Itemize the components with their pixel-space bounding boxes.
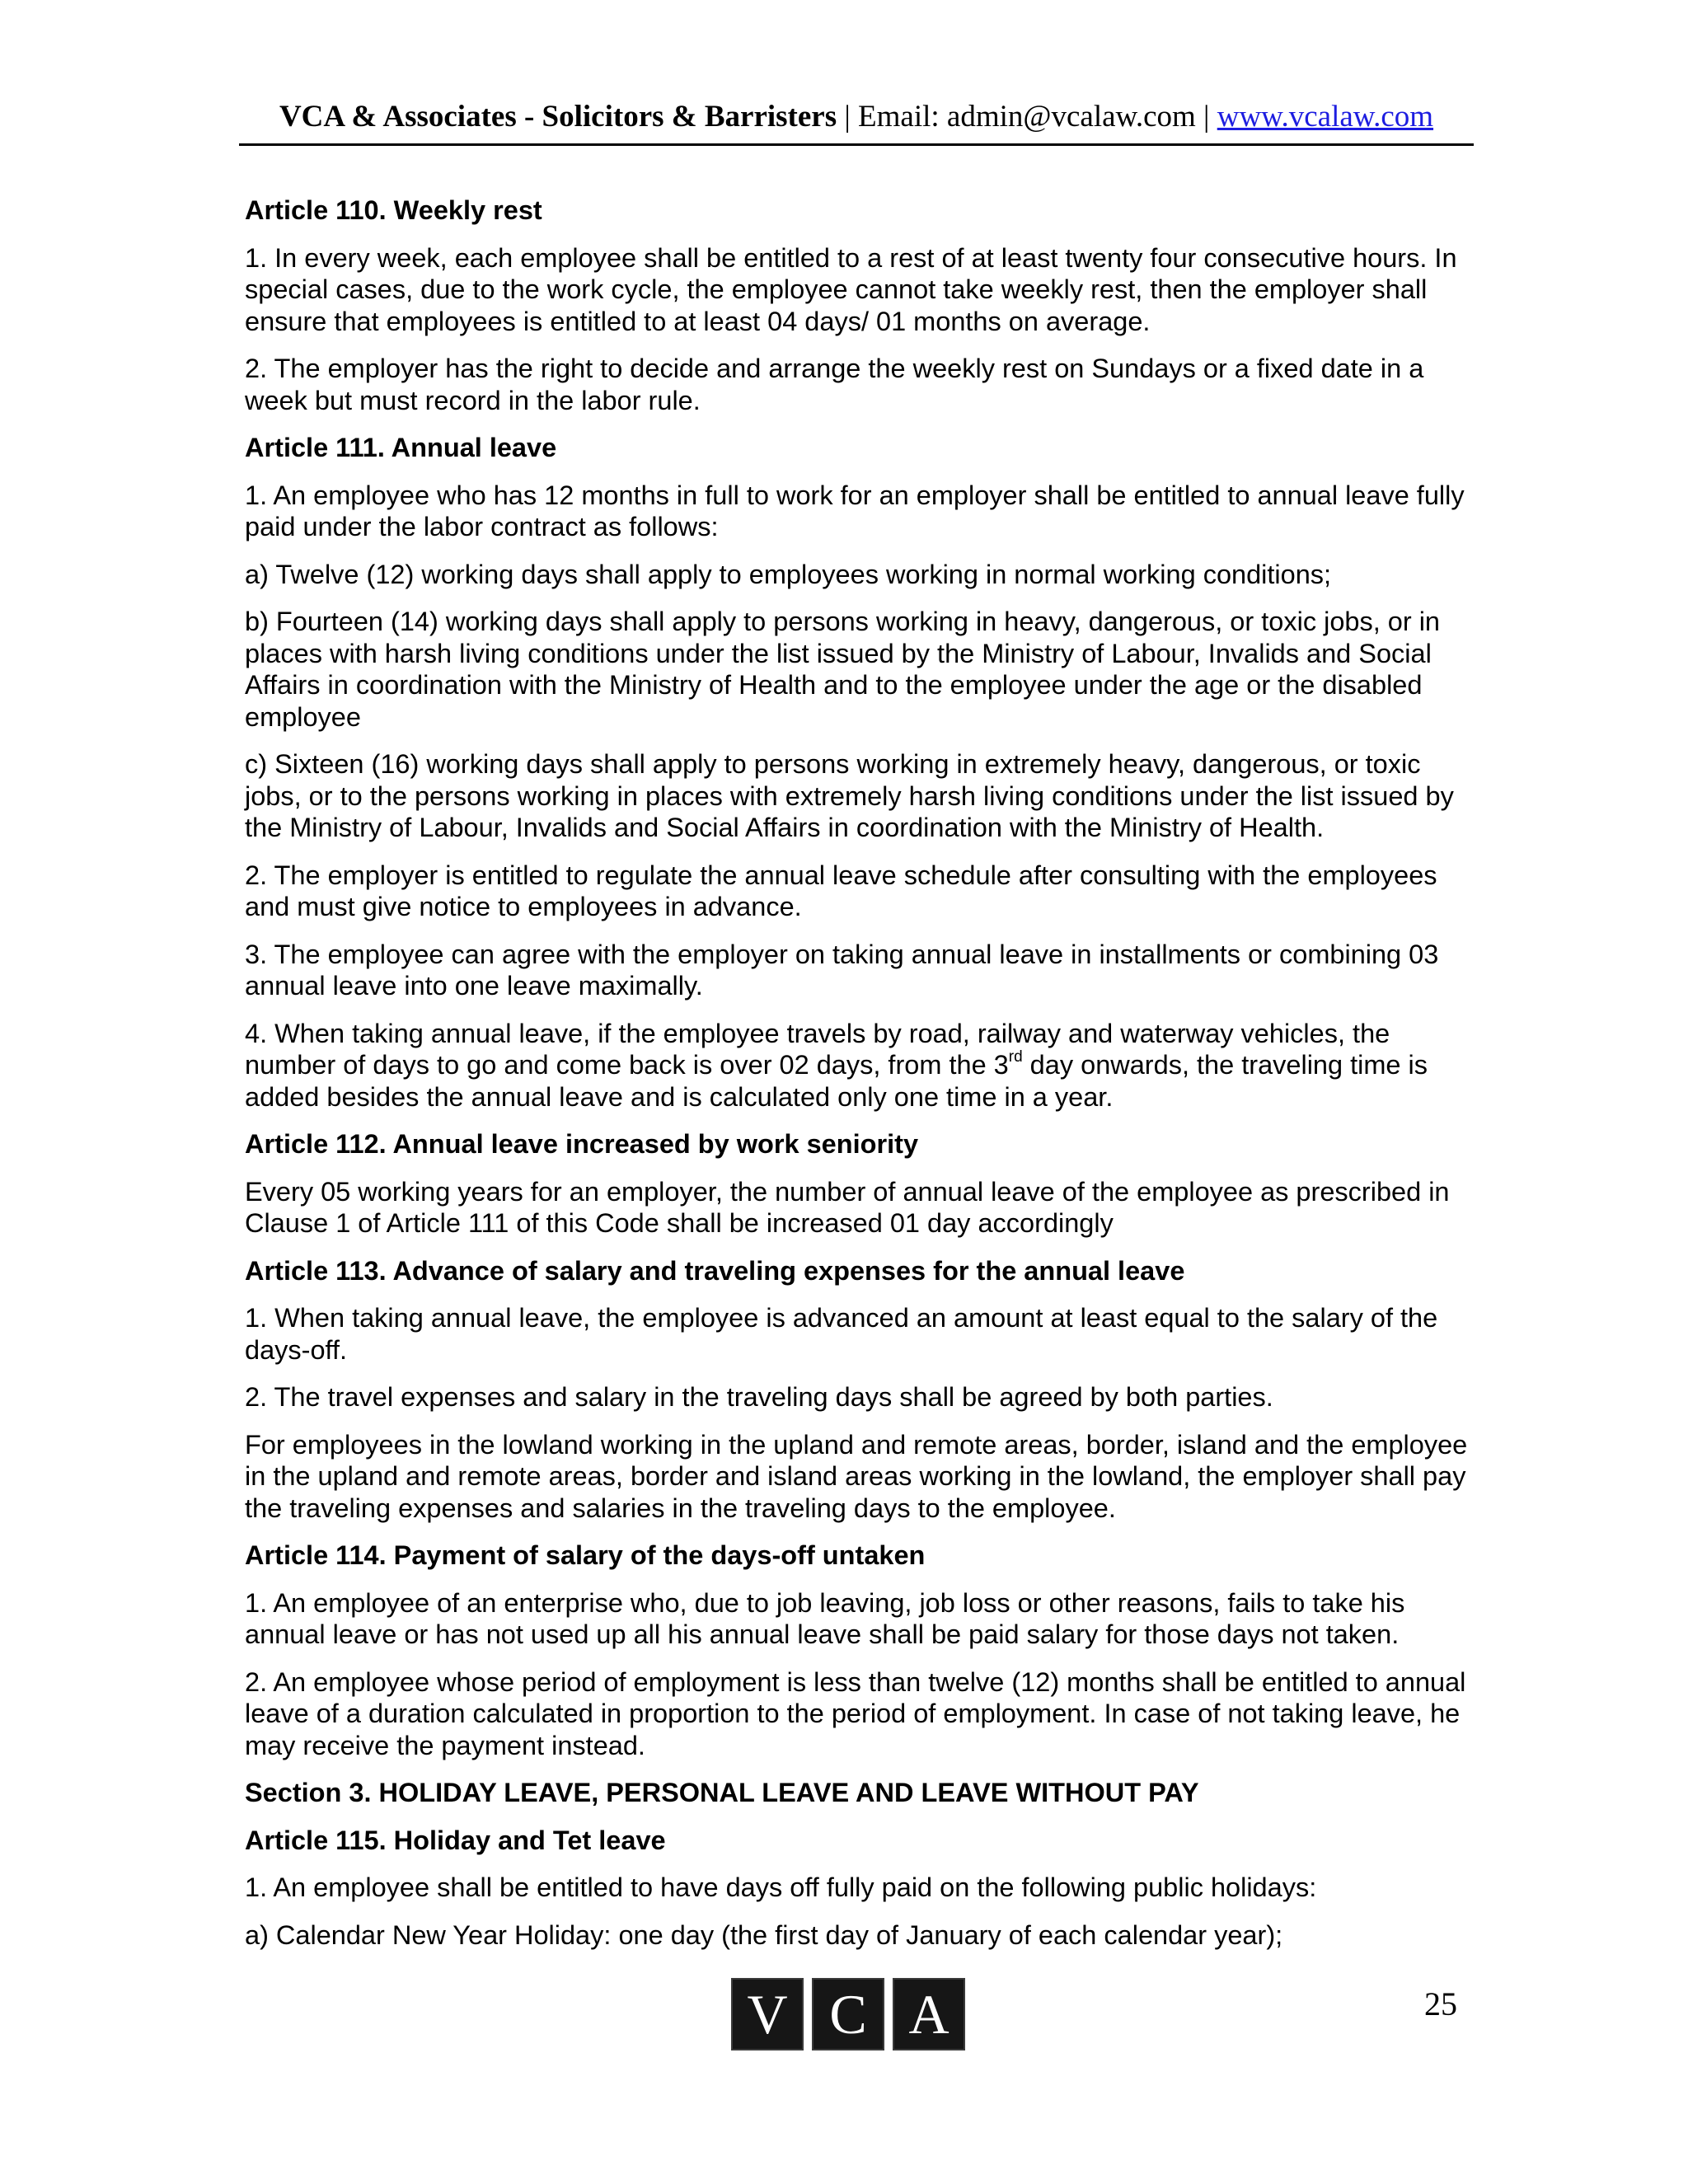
- article-111-point-b: b) Fourteen (14) working days shall apply to persons working in heavy, dangerous, or toxic jobs, or in places with harsh living conditions under the list issued by the Ministry of Labour, Invalids and Social Affairs in coordination with the Ministry of Health and to the employee under the age or the disabled employee: [245, 607, 1440, 732]
- article-111-clause-4: [245, 1018, 1473, 1113]
- article-113-title: Article 113. Advance of salary and traveling expenses for the annual leave: [245, 1255, 1185, 1286]
- article-110-clause-2: 2. The employer has the right to decide and arrange the weekly rest on Sundays or a fixed date in a week but must record in the labor rule.: [245, 354, 1424, 415]
- article-113-clause-1: 1. When taking annual leave, the employee is advanced an amount at least equal to the salary of the days-off.: [245, 1303, 1438, 1365]
- article-111-point-c: c) Sixteen (16) working days shall apply to persons working in extremely heavy, dangerous, or toxic jobs, or to the persons working in places with extremely harsh living conditions under the list issued by the Ministry of Labour, Invalids and Social Affairs in coordination with the Ministry of Health.: [245, 749, 1454, 842]
- vca-logo: [731, 1978, 965, 2052]
- page-number: 25: [1424, 1985, 1457, 2022]
- logo-letter: V: [731, 1978, 804, 2050]
- section-3-title: Section 3. HOLIDAY LEAVE, PERSONAL LEAVE AND LEAVE WITHOUT PAY: [245, 1778, 1199, 1807]
- clause-4-text-start: 4. When taking annual leave, if the employee travels by road, railway and waterway vehicles, the number of days to go and come back is over 02 days, from the 3: [245, 1018, 1390, 1080]
- article-115-clause-1: 1. An employee shall be entitled to have days off fully paid on the following public holidays:: [245, 1872, 1317, 1902]
- article-112-text: Every 05 working years for an employer, the number of annual leave of the employee as prescribed in Clause 1 of Article 111 of this Code shall be increased 01 day accordingly: [245, 1176, 1450, 1238]
- article-114-clause-1: 1. An employee of an enterprise who, due to job leaving, job loss or other reasons, fails to take his annual leave or has not used up all his annual leave shall be paid salary for those days not taken.: [245, 1587, 1405, 1649]
- website-link[interactable]: www.vcalaw.com: [1217, 100, 1434, 134]
- article-111-clause-1: 1. An employee who has 12 months in full to work for an employer shall be entitled to annual leave fully paid under the labor contract as follows:: [245, 480, 1465, 541]
- logo-letter: A: [893, 1978, 965, 2050]
- firm-name: VCA & Associates - Solicitors & Barristers: [279, 100, 837, 134]
- ordinal-superscript: rd: [1008, 1048, 1023, 1066]
- article-113-clause-2: 2. The travel expenses and salary in the traveling days shall be agreed by both parties.: [245, 1382, 1273, 1412]
- header-separator: |: [837, 100, 859, 134]
- logo-letter: C: [812, 1978, 884, 2050]
- article-110-title: Article 110. Weekly rest: [245, 195, 542, 225]
- article-114-clause-2: 2. An employee whose period of employment is less than twelve (12) months shall be entitled to annual leave of a duration calculated in proportion to the period of employment. In case of not taking leave, he may receive the payment instead.: [245, 1666, 1466, 1760]
- article-110-clause-1: 1. In every week, each employee shall be entitled to a rest of at least twenty four consecutive hours. In special cases, due to the work cycle, the employee cannot take weekly rest, then the employer shall ensure that employees is entitled to at least 04 days/ 01 months on average.: [245, 242, 1457, 336]
- article-111-clause-2: 2. The employer is entitled to regulate the annual leave schedule after consulting with the employees and must give notice to employees in advance.: [245, 860, 1437, 921]
- article-114-title: Article 114. Payment of salary of the days-off untaken: [245, 1540, 926, 1570]
- clause-4-text-end: day onwards, the traveling time is added besides the annual leave and is calculated only one time in a year.: [245, 1050, 1428, 1112]
- article-115-title: Article 115. Holiday and Tet leave: [245, 1825, 666, 1855]
- header-email: Email: admin@vcalaw.com: [858, 100, 1196, 134]
- article-111-point-a: a) Twelve (12) working days shall apply to employees working in normal working conditions;: [245, 559, 1332, 589]
- article-113-paragraph: For employees in the lowland working in the upland and remote areas, border, island and the employee in the upland and remote areas, border and island areas working in the lowland, the employer shall pay the traveling expenses and salaries in the traveling days to the employee.: [245, 1429, 1468, 1523]
- page-header: [239, 96, 1474, 146]
- article-111-title: Article 111. Annual leave: [245, 433, 557, 462]
- document-body: [245, 194, 1473, 1966]
- article-115-point-a: a) Calendar New Year Holiday: one day (the first day of January of each calendar year);: [245, 1919, 1283, 1950]
- article-111-clause-3: 3. The employee can agree with the employer on taking annual leave in installments or combining 03 annual leave into one leave maximally.: [245, 939, 1439, 1001]
- header-separator: |: [1195, 100, 1217, 134]
- article-112-title: Article 112. Annual leave increased by work seniority: [245, 1129, 919, 1159]
